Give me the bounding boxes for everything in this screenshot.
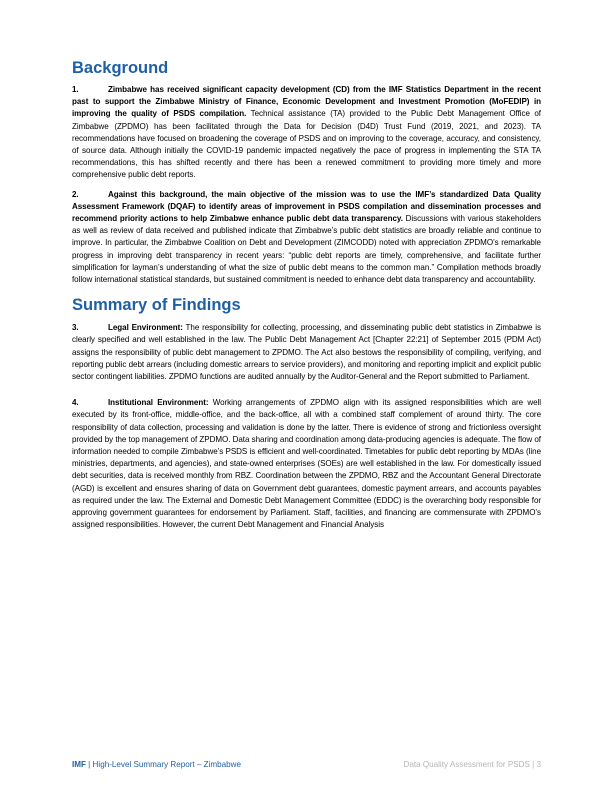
report-page: [72, 58, 541, 532]
paragraph-body: Working arrangements of ZPDMO align with its assigned responsibilities which are well executed by its front-office, middle-office, and the back-office, all with a combined staff complement of around thirty. The core responsibility of data collection, processing and validation is done by the latter. There is evidence of strong and frictionless oversight provided by the top management of ZPDMO. Data sharing and coordination among data-producing agencies is adequate. The flow of information needed to compile Zimbabwe’s PSDS is efficient and well-coordinated. Timetables for public debt reporting by MDAs (line ministries, departments, and agencies), and state-owned enterprises (SOEs) are well established in the law. For domestically issued debt securities, data is received monthly from RBZ. Coordination between the ZPDMO, RBZ and the Accountant General Directorate (AGD) is excellent and ensures sharing of data on Government debt guarantees, domestic payment arrears, and accounts payables as required under the law. The External and Domestic Debt Management Committee (EDDC) is the overarching body responsible for approving government guarantees for endorsement by Parliament. Staff, facilities, and financing are commensurate with ZPDMO’s assigned responsibilities. However, the current Debt Management and Financial Analysis: [72, 398, 541, 530]
footer-report-title: [72, 759, 241, 771]
footer-page-label: Data Quality Assessment for PSDS | 3: [403, 760, 541, 769]
paragraph-number: 1.: [72, 85, 79, 94]
page-footer: [72, 759, 541, 771]
footer-left-text: High-Level Summary Report – Zimbabwe: [92, 760, 241, 769]
background-heading: Background: [72, 59, 169, 77]
paragraph-lead: Against this background, the main objective of the mission was to use the IMF’s standardized Data Quality Assessment Framework (DQAF) to identify areas of improvement in PSDS compilation and dissemination processes and recommend priority actions to help Zimbabwe enhance public debt data transparency.: [72, 189, 541, 224]
paragraph-lead: Institutional Environment:: [108, 398, 209, 408]
paragraph-2: [72, 189, 541, 287]
paragraph-number: 4.: [72, 398, 79, 408]
paragraph-body: The responsibility for collecting, processing, and disseminating public debt statistics in Zimbabwe is clearly specified and well established in the law. The Public Debt Management Act [Chapter 22:21] of September 2015 (PDM Act) assigns the responsibility of public debt management to ZPDMO. The Act also bestows the responsibility of compiling, verifying, and reporting public debt arrears (including domestic arrears to service providers), and monitoring and reporting implicit and explicit public sector contingent liabilities. ZPDMO functions are audited annually by the Auditor-General and the Report submitted to Parliament.: [72, 323, 541, 382]
paragraph-lead: Legal Environment:: [108, 323, 183, 333]
footer-separator: |: [85, 760, 93, 769]
paragraph-body: Technical assistance (TA) provided to the Public Debt Management Office of Zimbabwe (ZPDMO) has been facilitated through the Data for Decision (D4D) Trust Fund (2019, 2021, and 2023). TA recommendations have focused on broadening the coverage of PSDS and on improving to the coverage, accuracy, and consistency, of source data. Although initially the COVID-19 pandemic impacted negatively the pace of progress in implementing the STA TA recommendations, this has shifted recently and there has been a renewed commitment to providing more timely and more comprehensive public debt reports.: [72, 109, 541, 180]
paragraph-4: [72, 397, 541, 531]
paragraph-body: Discussions with various stakeholders as well as review of data received and published indicate that Zimbabwe’s public debt statistics are broadly reliable and continue to improve. In particular, the Zimbabwe Coalition on Debt and Development (ZIMCODD) noted with appreciation ZPDMO’s remarkable progress in improving debt transparency in recent years: “public debt reports are timely, comprehensive, and facilitate further simplification for layman’s understanding of what the size of public debt means to the common man.” Compilation methods broadly follow international statistical standards, but sustained commitment is needed to enhance debt data transparency and accountability.: [72, 214, 541, 285]
imf-brand: IMF: [72, 760, 86, 769]
paragraph-lead: Zimbabwe has received significant capacity development (CD) from the IMF Statistics Department in the recent past to support the Zimbabwe Ministry of Finance, Economic Development and Investment Promotion (MoFEDIP) in improving the quality of PSDS compilation.: [72, 85, 541, 119]
paragraph-1: [72, 84, 541, 182]
paragraph-number: 3.: [72, 323, 79, 333]
summary-of-findings-heading: Summary of Findings: [72, 296, 241, 315]
paragraph-3: [72, 322, 541, 383]
paragraph-number: 2.: [72, 189, 79, 199]
